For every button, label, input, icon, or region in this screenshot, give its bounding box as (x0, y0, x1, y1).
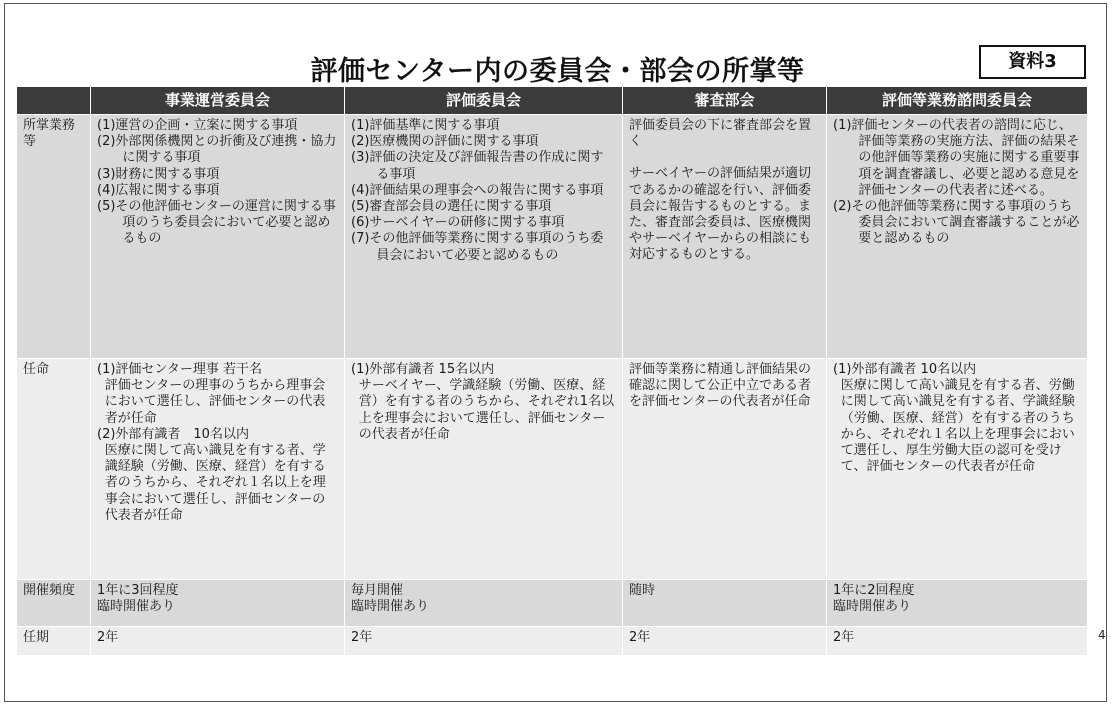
review-duty-text: 評価委員会の下に審査部会を置く (629, 118, 812, 150)
cell-review-frequency: 随時 (623, 580, 827, 627)
list-item: (4)評価結果の理事会への報告に関する事項 (351, 182, 604, 198)
header-corner (17, 87, 91, 115)
cell-business-frequency (91, 580, 345, 627)
appointment-item-head: (2)外部有識者 10名以内 (97, 426, 249, 442)
cell-business-appointment (91, 359, 345, 580)
cell-review-duties (623, 115, 827, 359)
cell-advisory-term: 2年 (827, 627, 1088, 656)
list-item: (1)運営の企画・立案に関する事項 (97, 118, 298, 133)
table-row-duties (17, 115, 1088, 359)
list-item: (4)広報に関する事項 (97, 182, 220, 198)
appointment-item-body: サーベイヤー、学識経験（労働、医療、経営）を有する者のうちから、それぞれ1名以上を理事会において選任し、評価センターの代表者が任命 (358, 378, 615, 442)
column-header-advisory-committee: 評価等業務諮問委員会 (827, 87, 1088, 115)
column-header-business-committee: 事業運営委員会 (91, 87, 345, 115)
cell-evaluation-frequency (345, 580, 623, 627)
page-number: 4 (1098, 628, 1106, 642)
table-row-appointment (17, 359, 1088, 580)
table-row-frequency (17, 580, 1088, 627)
list-item: (1)評価基準に関する事項 (351, 118, 500, 133)
list-item: (3)評価の決定及び評価報告書の作成に関する事項 (351, 150, 604, 182)
spacer (629, 150, 820, 166)
appointment-item-body: 医療に関して高い識見を有する者、労働に関して高い識見を有する者、学識経験（労働、医療、経営）を有する者のうちから、それぞれ１名以上を理事会において選任し、厚生労働大臣の認可を受けて、評価センターの代表者が任命 (840, 378, 1075, 475)
frequency-text: 毎月開催 (351, 583, 404, 598)
cell-review-term: 2年 (623, 627, 827, 656)
document-badge: 資料3 (979, 45, 1086, 79)
appointment-item-head: (1)外部有識者 15名以内 (351, 362, 495, 377)
list-item: (2)外部関係機関との折衝及び連携・協力に関する事項 (97, 134, 337, 166)
row-label-duties: 所掌業務等 (17, 115, 91, 359)
appointment-item-body: 医療に関して高い識見を有する者、学識経験（労働、医療、経営）を有する者のうちから、それぞれ１名以上を理事会において選任し、評価センターの代表者が任命 (104, 443, 326, 523)
cell-advisory-appointment (827, 359, 1088, 580)
appointment-item-head: (1)評価センター理事 若干名 (97, 362, 263, 377)
cell-business-duties (91, 115, 345, 359)
column-header-evaluation-committee: 評価委員会 (345, 87, 623, 115)
list-item: (3)財務に関する事項 (97, 166, 220, 182)
row-label-appointment: 任命 (17, 359, 91, 580)
list-item: (6)サーベイヤーの研修に関する事項 (351, 215, 565, 231)
list-item: (5)その他評価センターの運営に関する事項のうち委員会において必要と認めるもの (97, 199, 336, 247)
row-label-term: 任期 (17, 627, 91, 656)
committee-table (16, 86, 1088, 656)
frequency-note: 臨時開催あり (351, 599, 430, 615)
appointment-item-head: (1)外部有識者 10名以内 (833, 362, 977, 377)
frequency-text: 1年に3回程度 (97, 583, 179, 598)
cell-evaluation-duties (345, 115, 623, 359)
cell-advisory-frequency (827, 580, 1088, 627)
list-item: (2)その他評価等業務に関する事項のうち委員会において調査審議することが必要と認めるもの (833, 199, 1080, 247)
cell-evaluation-appointment (345, 359, 623, 580)
frequency-note: 臨時開催あり (97, 599, 176, 615)
appointment-item-body: 評価センターの理事のうちから理事会において選任し、評価センターの代表者が任命 (104, 378, 326, 426)
column-header-review-subcommittee: 審査部会 (623, 87, 827, 115)
cell-evaluation-term: 2年 (345, 627, 623, 656)
cell-advisory-duties (827, 115, 1088, 359)
cell-business-term: 2年 (91, 627, 345, 656)
frequency-note: 臨時開催あり (833, 599, 912, 615)
row-label-frequency: 開催頻度 (17, 580, 91, 627)
review-duty-detail: サーベイヤーの評価結果が適切であるかの確認を行い、評価委員会に報告するものとする。また、審査部会委員は、医療機関やサーベイヤーからの相談にも対応するものとする。 (629, 166, 812, 263)
cell-review-appointment: 評価等業務に精通し評価結果の確認に関して公正中立である者を評価センターの代表者が任命 (623, 359, 827, 580)
page-title: 評価センター内の委員会・部会の所掌等 (310, 56, 805, 87)
list-item: (5)審査部会員の選任に関する事項 (351, 199, 552, 215)
list-item: (1)評価センターの代表者の諮問に応じ、評価等業務の実施方法、評価の結果その他評価等業務の実施に関する重要事項を調査審議し、必要と認める意見を評価センターの代表者に述べる。 (833, 118, 1080, 198)
table-header-row (17, 87, 1088, 115)
list-item: (2)医療機関の評価に関する事項 (351, 134, 539, 150)
list-item: (7)その他評価等業務に関する事項のうち委員会において必要と認めるもの (351, 231, 604, 263)
table-row-term (17, 627, 1088, 656)
frequency-text: 1年に2回程度 (833, 583, 915, 598)
